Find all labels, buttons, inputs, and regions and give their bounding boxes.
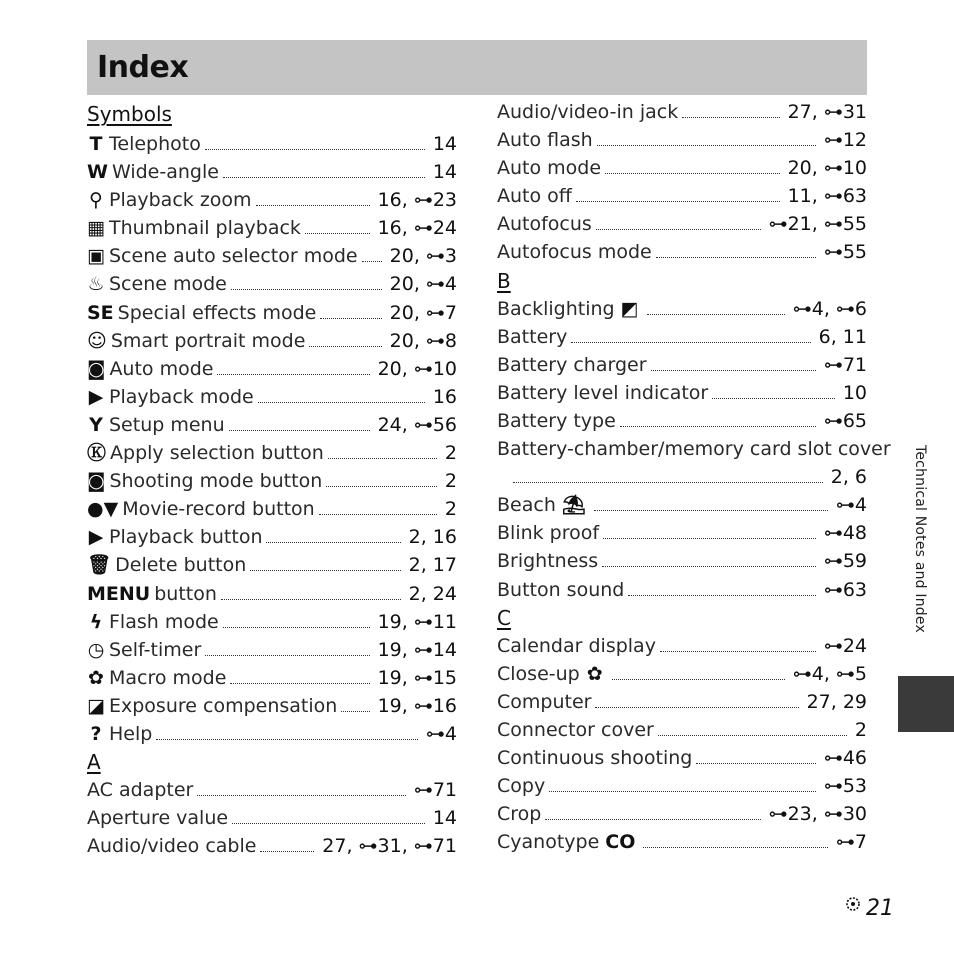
dot-leader [571,342,810,343]
macro-icon: ✿ [88,666,104,689]
dot-leader [620,426,816,427]
entry-label: Autofocus [497,213,592,236]
entry-pages: 20, ⊶10 [787,157,867,180]
exposure-compensation-icon: ◪ [87,694,105,717]
index-entry [497,716,867,744]
entry-pages: 20, ⊶3 [389,245,457,268]
entry-label: Wide-angle [111,161,219,184]
entry-label: button [154,582,217,605]
index-entry [87,299,457,327]
index-entry [497,688,867,716]
section-header: B [497,268,511,293]
index-entry [87,776,457,804]
index-entry [497,126,867,154]
trash-icon: 🗑 [87,554,112,577]
entry-label: Playback mode [109,385,254,408]
index-column-right [497,98,891,856]
dot-leader [221,599,401,600]
entry-label: Auto mode [109,357,214,380]
entry-label: Thumbnail playback [109,217,301,240]
dot-leader [231,289,382,290]
scene-auto-selector-icon: ▣ [87,245,105,268]
cyanotype-icon: CO [605,831,636,854]
index-entry [87,439,457,467]
dot-leader [605,173,780,174]
self-timer-icon: ◷ [87,638,105,661]
entry-label: Copy [497,775,546,798]
entry-label: Shooting mode button [109,470,323,493]
index-entry [497,744,867,772]
dot-leader [309,346,381,347]
dot-leader [612,679,785,680]
entry-label: Apply selection button [110,442,324,465]
entry-pages: 27, 29 [806,690,867,713]
camera-icon: ◙ [87,357,106,380]
entry-pages: ⊶4 [835,494,867,517]
dot-leader [223,627,370,628]
entry-pages: ⊶65 [823,409,867,432]
entry-pages: 20, ⊶8 [389,329,457,352]
dot-leader [513,482,823,483]
dot-leader [597,145,816,146]
entry-pages: ⊶53 [823,775,867,798]
index-entry [87,580,457,608]
entry-pages: 2 [444,498,457,521]
index-entry [87,832,457,860]
entry-pages: 19, ⊶16 [377,694,457,717]
smart-portrait-icon: ☺ [87,329,107,352]
entry-pages: ⊶7 [835,831,867,854]
scene-mode-icon: ♨ [87,273,105,296]
entry-pages: 19, ⊶14 [377,638,457,661]
dot-leader [260,851,314,852]
entry-label: Close-up [497,662,580,685]
entry-label: Telephoto [109,133,201,155]
entry-label: Continuous shooting [497,746,693,769]
entry-pages: ⊶46 [823,746,867,769]
entry-label: Calendar display [497,634,656,657]
special-effects-icon: SE [87,301,114,324]
entry-label: Macro mode [109,666,227,689]
entry-pages: ⊶71 [823,353,867,376]
entry-pages: 20, ⊶10 [377,357,457,380]
dot-leader [266,542,400,543]
dot-leader [545,819,760,820]
dot-leader [658,735,847,736]
dot-leader [682,117,779,118]
index-entry [87,327,457,355]
dot-leader [305,233,370,234]
index-entry [497,154,867,182]
entry-label: Button sound [497,578,625,601]
entry-label: Beach [497,494,556,517]
entry-pages: 2 [444,442,457,465]
dot-leader [660,651,816,652]
playback-button-icon: ▶ [88,526,104,549]
entry-pages: 2, 16 [408,526,457,549]
dot-leader [602,566,816,567]
entry-pages: 20, ⊶4 [389,273,457,296]
wide-angle-icon: W [87,161,108,184]
dot-leader [595,707,798,708]
entry-label: Cyanotype [497,831,600,854]
telephoto-icon: T [89,133,103,155]
entry-pages: 14 [432,161,457,184]
entry-label: AC adapter [87,779,194,802]
section-tab-marker [898,676,954,732]
entry-label: Scene mode [109,273,227,296]
entry-pages: ⊶21, ⊶55 [768,213,867,236]
entry-pages: 24, ⊶56 [377,413,457,436]
dot-leader [656,257,816,258]
index-entry [87,411,457,439]
index-column-left [87,100,457,860]
dot-leader [205,149,425,150]
entry-label: Crop [497,803,542,826]
entry-pages: 2, 17 [408,554,457,577]
ok-button-icon: Ⓚ [87,442,107,465]
entry-pages: ⊶23, ⊶30 [768,803,867,826]
index-entry [497,351,867,379]
dot-leader [258,402,425,403]
index-entry [87,551,457,579]
index-entry [87,608,457,636]
index-entry [87,355,457,383]
index-entry [87,804,457,832]
entry-label: Auto mode [497,157,602,180]
index-entry [87,720,457,748]
entry-pages: ⊶4 [425,722,457,745]
entry-label: Setup menu [109,413,225,436]
index-entry [87,664,457,692]
entry-label: Brightness [497,550,599,573]
index-entry [497,379,867,407]
index-entry [497,800,867,828]
help-icon: ? [90,722,102,745]
entry-label: Exposure compensation [109,694,338,717]
entry-label: Backlighting [497,297,615,320]
dot-leader [576,201,780,202]
flash-icon: ϟ [89,610,103,633]
index-entry [87,214,457,242]
entry-label: Battery [497,325,568,348]
index-entry [87,383,457,411]
entry-pages: 10 [842,381,867,404]
menu-icon: MENU [87,582,151,605]
index-entry [497,660,867,688]
entry-continuation [497,463,867,491]
dot-leader [229,430,370,431]
section-header: A [87,750,101,775]
index-entry [87,523,457,551]
entry-label: Smart portrait mode [110,329,306,352]
entry-label: Audio/video-in jack [497,101,679,123]
dot-leader [156,739,418,740]
dot-leader [362,261,382,262]
shooting-mode-icon: ◙ [87,470,106,493]
entry-pages: 19, ⊶15 [377,666,457,689]
entry-pages: 14 [432,807,457,830]
entry-pages: 2 [854,718,867,741]
entry-label: Self-timer [109,638,202,661]
index-entry [87,692,457,720]
entry-label: Auto flash [497,129,593,152]
index-entry [87,467,457,495]
entry-pages: 27, ⊶31 [787,101,867,123]
entry-label: Battery type [497,409,616,432]
entry-label: Flash mode [109,610,219,633]
index-entry [87,158,457,186]
movie-record-icon: ●▼ [87,498,119,521]
section-header: Symbols [87,102,172,126]
entry-label: Playback zoom [109,189,252,212]
index-entry [87,242,457,270]
entry-label: Blink proof [497,522,600,545]
dot-leader [205,655,369,656]
backlighting-icon: ◩ [620,297,639,320]
title-bar [87,40,867,95]
entry-pages: ⊶55 [823,241,867,264]
entry-pages: 6, 11 [818,325,867,348]
dot-leader [256,205,370,206]
index-entry [497,98,867,126]
page-title: Index [97,50,189,85]
beach-icon: ⛱ [561,494,586,517]
dot-leader [603,538,816,539]
entry-label: Battery charger [497,353,647,376]
entry-label: Movie-record button [122,498,315,521]
dot-leader [197,795,405,796]
dot-leader [594,510,828,511]
entry-pages: 16, ⊶23 [377,189,457,212]
index-entry [497,182,867,210]
index-entry [497,238,867,266]
reference-section-icon [842,893,864,915]
entry-pages: 2, 6 [830,466,867,489]
playback-icon: ▶ [88,385,104,408]
index-entry [497,632,867,660]
entry-label: Computer [497,690,592,713]
entry-label: Aperture value [87,807,229,830]
index-entry [87,270,457,298]
thumbnail-playback-icon: ▦ [87,217,105,240]
index-entry [497,519,867,547]
entry-label: Playback button [109,526,263,549]
entry-label: Scene auto selector mode [109,245,358,268]
index-entry [497,772,867,800]
index-entry [497,576,867,604]
dot-leader [651,370,816,371]
entry-pages: 20, ⊶7 [389,301,457,324]
entry-label: Autofocus mode [497,241,652,264]
entry-label: Audio/video cable [87,835,257,858]
dot-leader [217,374,369,375]
section-side-label: Technical Notes and Index [912,445,928,633]
entry-label: Special effects mode [117,301,317,324]
entry-pages: ⊶4, ⊶6 [792,297,867,320]
index-entry [497,435,891,491]
index-entry [497,491,867,519]
dot-leader [596,229,761,230]
index-entry [497,407,867,435]
entry-pages: ⊶4, ⊶5 [792,662,867,685]
entry-label: Battery-chamber/memory card slot cover [497,438,891,461]
entry-pages: 2 [444,470,457,493]
entry-pages: 2, 24 [408,582,457,605]
dot-leader [250,570,400,571]
dot-leader [647,314,785,315]
dot-leader [230,683,369,684]
dot-leader [232,823,425,824]
entry-pages: 16, ⊶24 [377,217,457,240]
index-entry [497,323,867,351]
index-entry [87,636,457,664]
entry-pages: 11, ⊶63 [787,185,867,208]
dot-leader [341,711,369,712]
entry-pages: ⊶48 [823,522,867,545]
dot-leader [643,847,828,848]
dot-leader [326,486,437,487]
entry-pages: ⊶12 [823,129,867,152]
entry-pages: ⊶63 [823,578,867,601]
entry-label: Delete button [115,554,247,577]
index-entry [497,295,867,323]
entry-label: Battery level indicator [497,381,709,404]
entry-label: Connector cover [497,718,654,741]
index-entry [497,828,867,856]
dot-leader [549,791,816,792]
entry-label: Help [109,722,153,745]
index-entry [87,495,457,523]
close-up-icon: ✿ [586,662,603,685]
entry-pages: 27, ⊶31, ⊶71 [322,835,457,858]
entry-pages: ⊶59 [823,550,867,573]
dot-leader [328,458,437,459]
playback-zoom-icon: ⚲ [89,189,103,212]
entry-pages: 16 [432,385,457,408]
section-header: C [497,605,511,630]
dot-leader [696,763,815,764]
dot-leader [319,514,437,515]
index-entry [87,130,457,158]
entry-pages: ⊶24 [823,634,867,657]
page-number [842,893,894,921]
dot-leader [223,177,425,178]
index-entry [497,210,867,238]
entry-pages: 19, ⊶11 [377,610,457,633]
wrench-icon: Y [89,413,103,436]
entry-label: Auto off [497,185,572,208]
index-entry [497,547,867,575]
page-number-value: 21 [866,896,894,921]
entry-pages: ⊶71 [413,779,457,802]
dot-leader [320,318,381,319]
dot-leader [712,398,835,399]
dot-leader [628,595,815,596]
index-entry [87,186,457,214]
entry-pages: 14 [432,133,457,155]
